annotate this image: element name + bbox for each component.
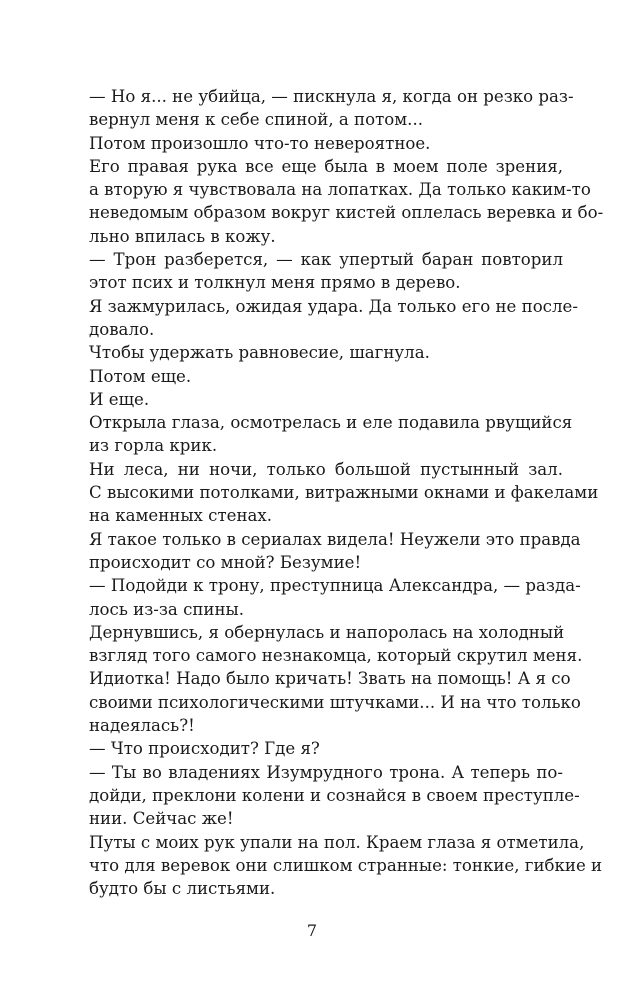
paragraph [89, 248, 563, 295]
paragraph [89, 341, 563, 364]
text-line: а вторую я чувствовала на лопатках. Да только каким-то [89, 180, 591, 200]
text-line: — Трон разберется, — как упертый баран повторил [89, 250, 563, 270]
paragraph [89, 667, 581, 737]
paragraph [89, 831, 603, 901]
paragraph [89, 761, 580, 831]
text-line: этот псих и толкнул меня прямо в дерево. [89, 273, 461, 293]
text-line: Путы с моих рук упали на пол. Краем глаза я отметила, [89, 832, 585, 852]
text-line: И еще. [89, 389, 150, 409]
text-line: вернул меня к себе спиной, а потом... [89, 110, 423, 130]
paragraph [89, 155, 604, 248]
text-line: — Что происходит? Где я? [89, 739, 320, 759]
text-line: нии. Сейчас же! [89, 809, 234, 829]
paragraph [89, 388, 563, 411]
text-line: Идиотка! Надо было кричать! Звать на помощь! А я со [89, 669, 571, 689]
paragraph [89, 737, 563, 760]
paragraph [89, 528, 581, 575]
text-line: Я такое только в сериалах видела! Неужели это правда [89, 529, 581, 549]
text-line: Его правая рука все еще была в моем поле зрения, [89, 156, 563, 176]
paragraph [89, 295, 578, 342]
text-line: дойди, преклони колени и сознайся в своем преступле- [89, 785, 580, 805]
text-line: Чтобы удержать равновесие, шагнула. [89, 343, 430, 363]
text-line: С высокими потолками, витражными окнами и факелами [89, 483, 599, 503]
text-line: будто бы с листьями. [89, 879, 276, 899]
text-line: Дернувшись, я обернулась и напоролась на холодный [89, 622, 565, 642]
text-line: надеялась?! [89, 716, 195, 736]
text-line: на каменных стенах. [89, 506, 273, 526]
text-line: льно впилась в кожу. [89, 226, 276, 246]
page-number: 7 [306, 921, 318, 940]
text-line: Я зажмурилась, ожидая удара. Да только его не после- [89, 296, 578, 316]
text-line: — Подойди к трону, преступница Александра, — разда- [89, 576, 581, 596]
paragraph [89, 365, 563, 388]
text-line: взгляд того самого незнакомца, который скрутил меня. [89, 646, 583, 666]
page-body [89, 85, 604, 900]
text-line: из горла крик. [89, 436, 218, 456]
paragraph [89, 621, 583, 668]
paragraph [89, 458, 599, 528]
paragraph [89, 411, 573, 458]
text-line: что для веревок они слишком странные: тонкие, гибкие и [89, 855, 603, 875]
text-line: лось из-за спины. [89, 599, 245, 619]
paragraph [89, 132, 563, 155]
text-line: происходит со мной? Безумие! [89, 552, 362, 572]
text-line: своими психологическими штучками... И на что только [89, 692, 581, 712]
paragraph [89, 574, 581, 621]
text-line: довало. [89, 319, 155, 339]
text-line: Потом еще. [89, 366, 192, 386]
text-line: — Но я... не убийца, — пискнула я, когда он резко раз- [89, 87, 574, 106]
text-line: Потом произошло что-то невероятное. [89, 133, 431, 153]
text-line: Открыла глаза, осмотрелась и еле подавила рвущийся [89, 413, 573, 433]
text-line: Ни леса, ни ночи, только большой пустынный зал. [89, 459, 563, 479]
text-line: — Ты во владениях Изумрудного трона. А теперь по- [89, 762, 563, 782]
paragraph [89, 85, 574, 132]
text-line: неведомым образом вокруг кистей оплелась веревка и бо- [89, 203, 604, 223]
